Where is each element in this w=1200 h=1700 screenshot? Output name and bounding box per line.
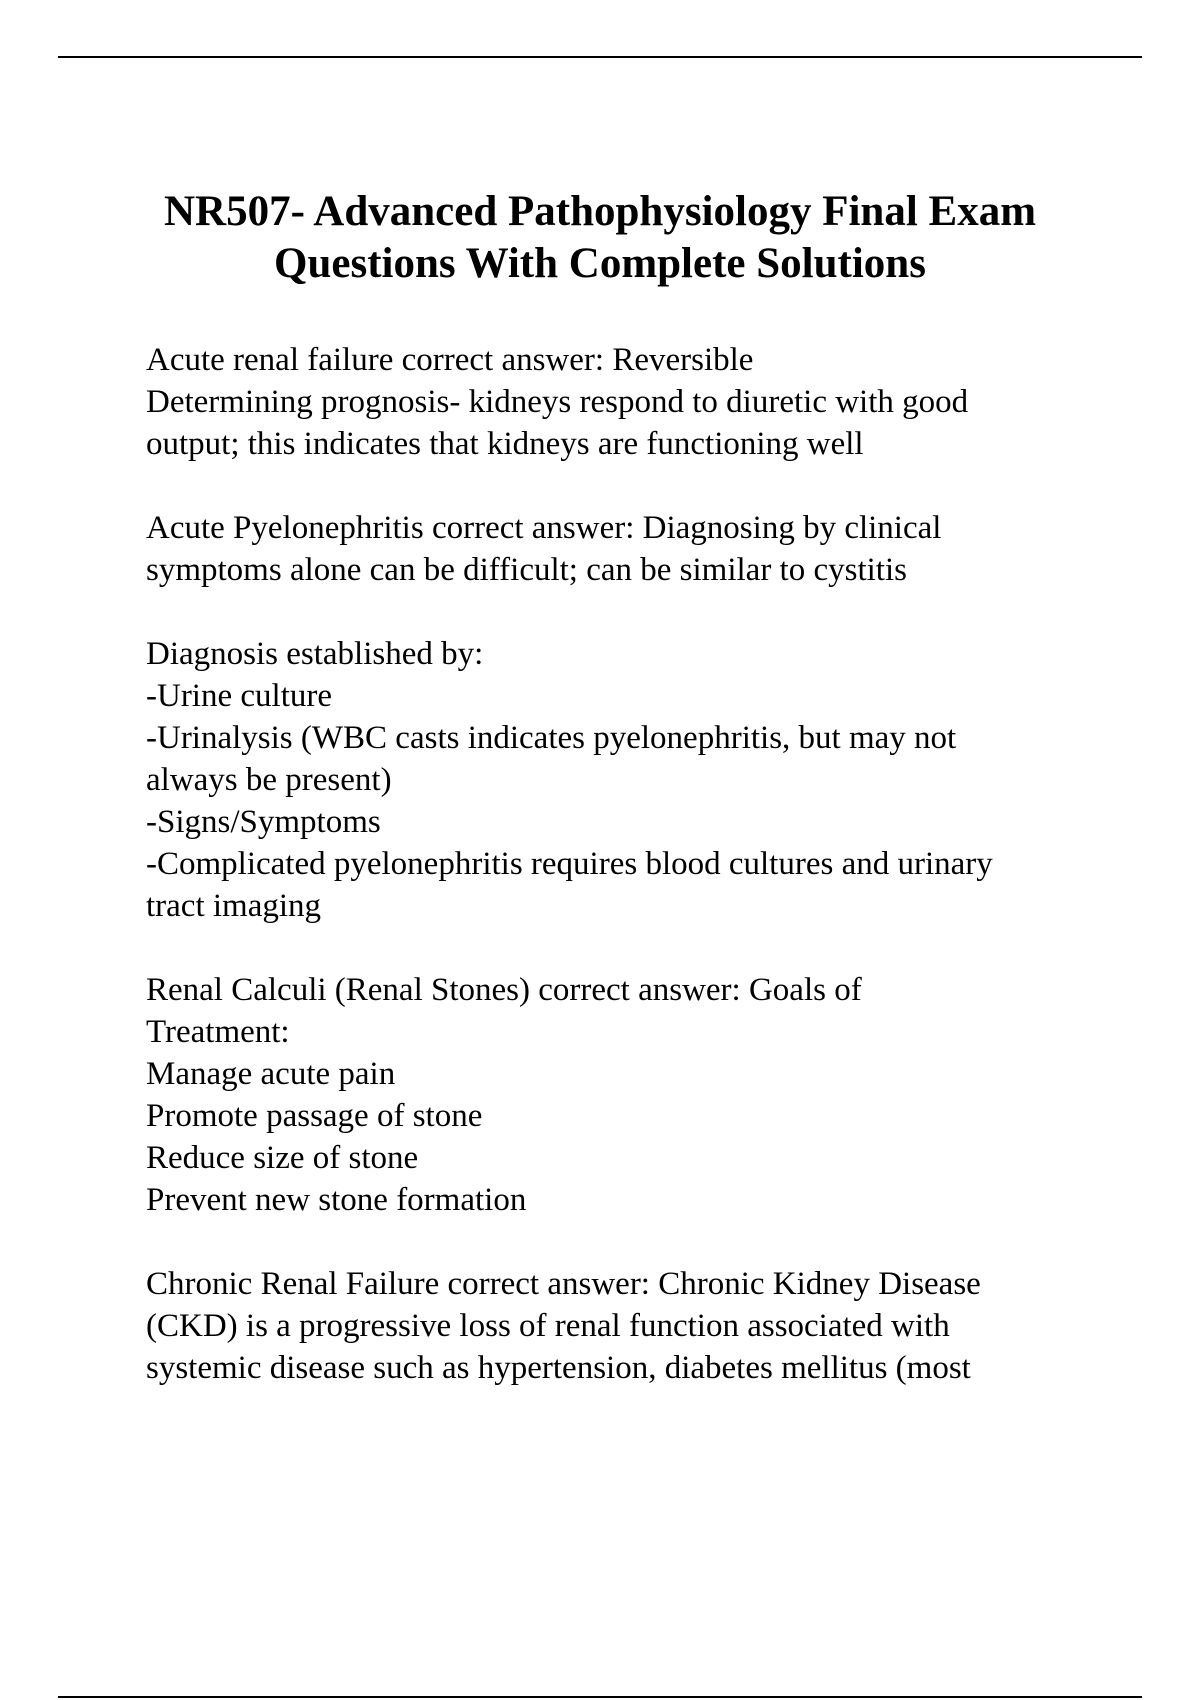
list-item: Promote passage of stone bbox=[146, 1098, 483, 1134]
paragraph-acute-pyelonephritis bbox=[146, 507, 1146, 591]
text-line: tract imaging bbox=[146, 888, 322, 924]
list-item: -Complicated pyelonephritis requires blood cultures and urinary bbox=[146, 846, 993, 882]
paragraph-gap bbox=[146, 591, 1146, 633]
document-body bbox=[146, 339, 1146, 1389]
paragraph-acute-renal-failure bbox=[146, 339, 1146, 465]
text-line: systemic disease such as hypertension, diabetes mellitus (most bbox=[146, 1350, 971, 1386]
text-line: always be present) bbox=[146, 762, 392, 798]
list-item: -Urine culture bbox=[146, 678, 332, 714]
list-item: Reduce size of stone bbox=[146, 1140, 419, 1176]
text-line: Acute Pyelonephritis correct answer: Diagnosing by clinical bbox=[146, 510, 942, 546]
list-item: Prevent new stone formation bbox=[146, 1182, 527, 1218]
text-line: output; this indicates that kidneys are functioning well bbox=[146, 426, 864, 462]
text-line: (CKD) is a progressive loss of renal function associated with bbox=[146, 1308, 950, 1344]
text-line: Treatment: bbox=[146, 1014, 290, 1050]
text-line: Renal Calculi (Renal Stones) correct answer: Goals of bbox=[146, 972, 862, 1008]
text-line: Chronic Renal Failure correct answer: Chronic Kidney Disease bbox=[146, 1266, 981, 1302]
document-title bbox=[100, 186, 1100, 290]
title-line-2: Questions With Complete Solutions bbox=[274, 240, 926, 287]
paragraph-gap bbox=[146, 465, 1146, 507]
paragraph-diagnosis-established bbox=[146, 633, 1146, 927]
top-divider bbox=[58, 56, 1142, 58]
text-line: symptoms alone can be difficult; can be similar to cystitis bbox=[146, 552, 907, 588]
text-line: Acute renal failure correct answer: Reversible bbox=[146, 342, 754, 378]
paragraph-gap bbox=[146, 927, 1146, 969]
paragraph-chronic-renal-failure bbox=[146, 1263, 1146, 1389]
title-line-1: NR507- Advanced Pathophysiology Final Exam bbox=[163, 188, 1037, 235]
list-item: -Signs/Symptoms bbox=[146, 804, 381, 840]
bottom-divider bbox=[58, 1696, 1142, 1698]
list-item: Manage acute pain bbox=[146, 1056, 396, 1092]
paragraph-gap bbox=[146, 1221, 1146, 1263]
list-item: -Urinalysis (WBC casts indicates pyelonephritis, but may not bbox=[146, 720, 957, 756]
text-line: Determining prognosis- kidneys respond to diuretic with good bbox=[146, 384, 969, 420]
paragraph-renal-calculi bbox=[146, 969, 1146, 1221]
text-line: Diagnosis established by: bbox=[146, 636, 484, 672]
